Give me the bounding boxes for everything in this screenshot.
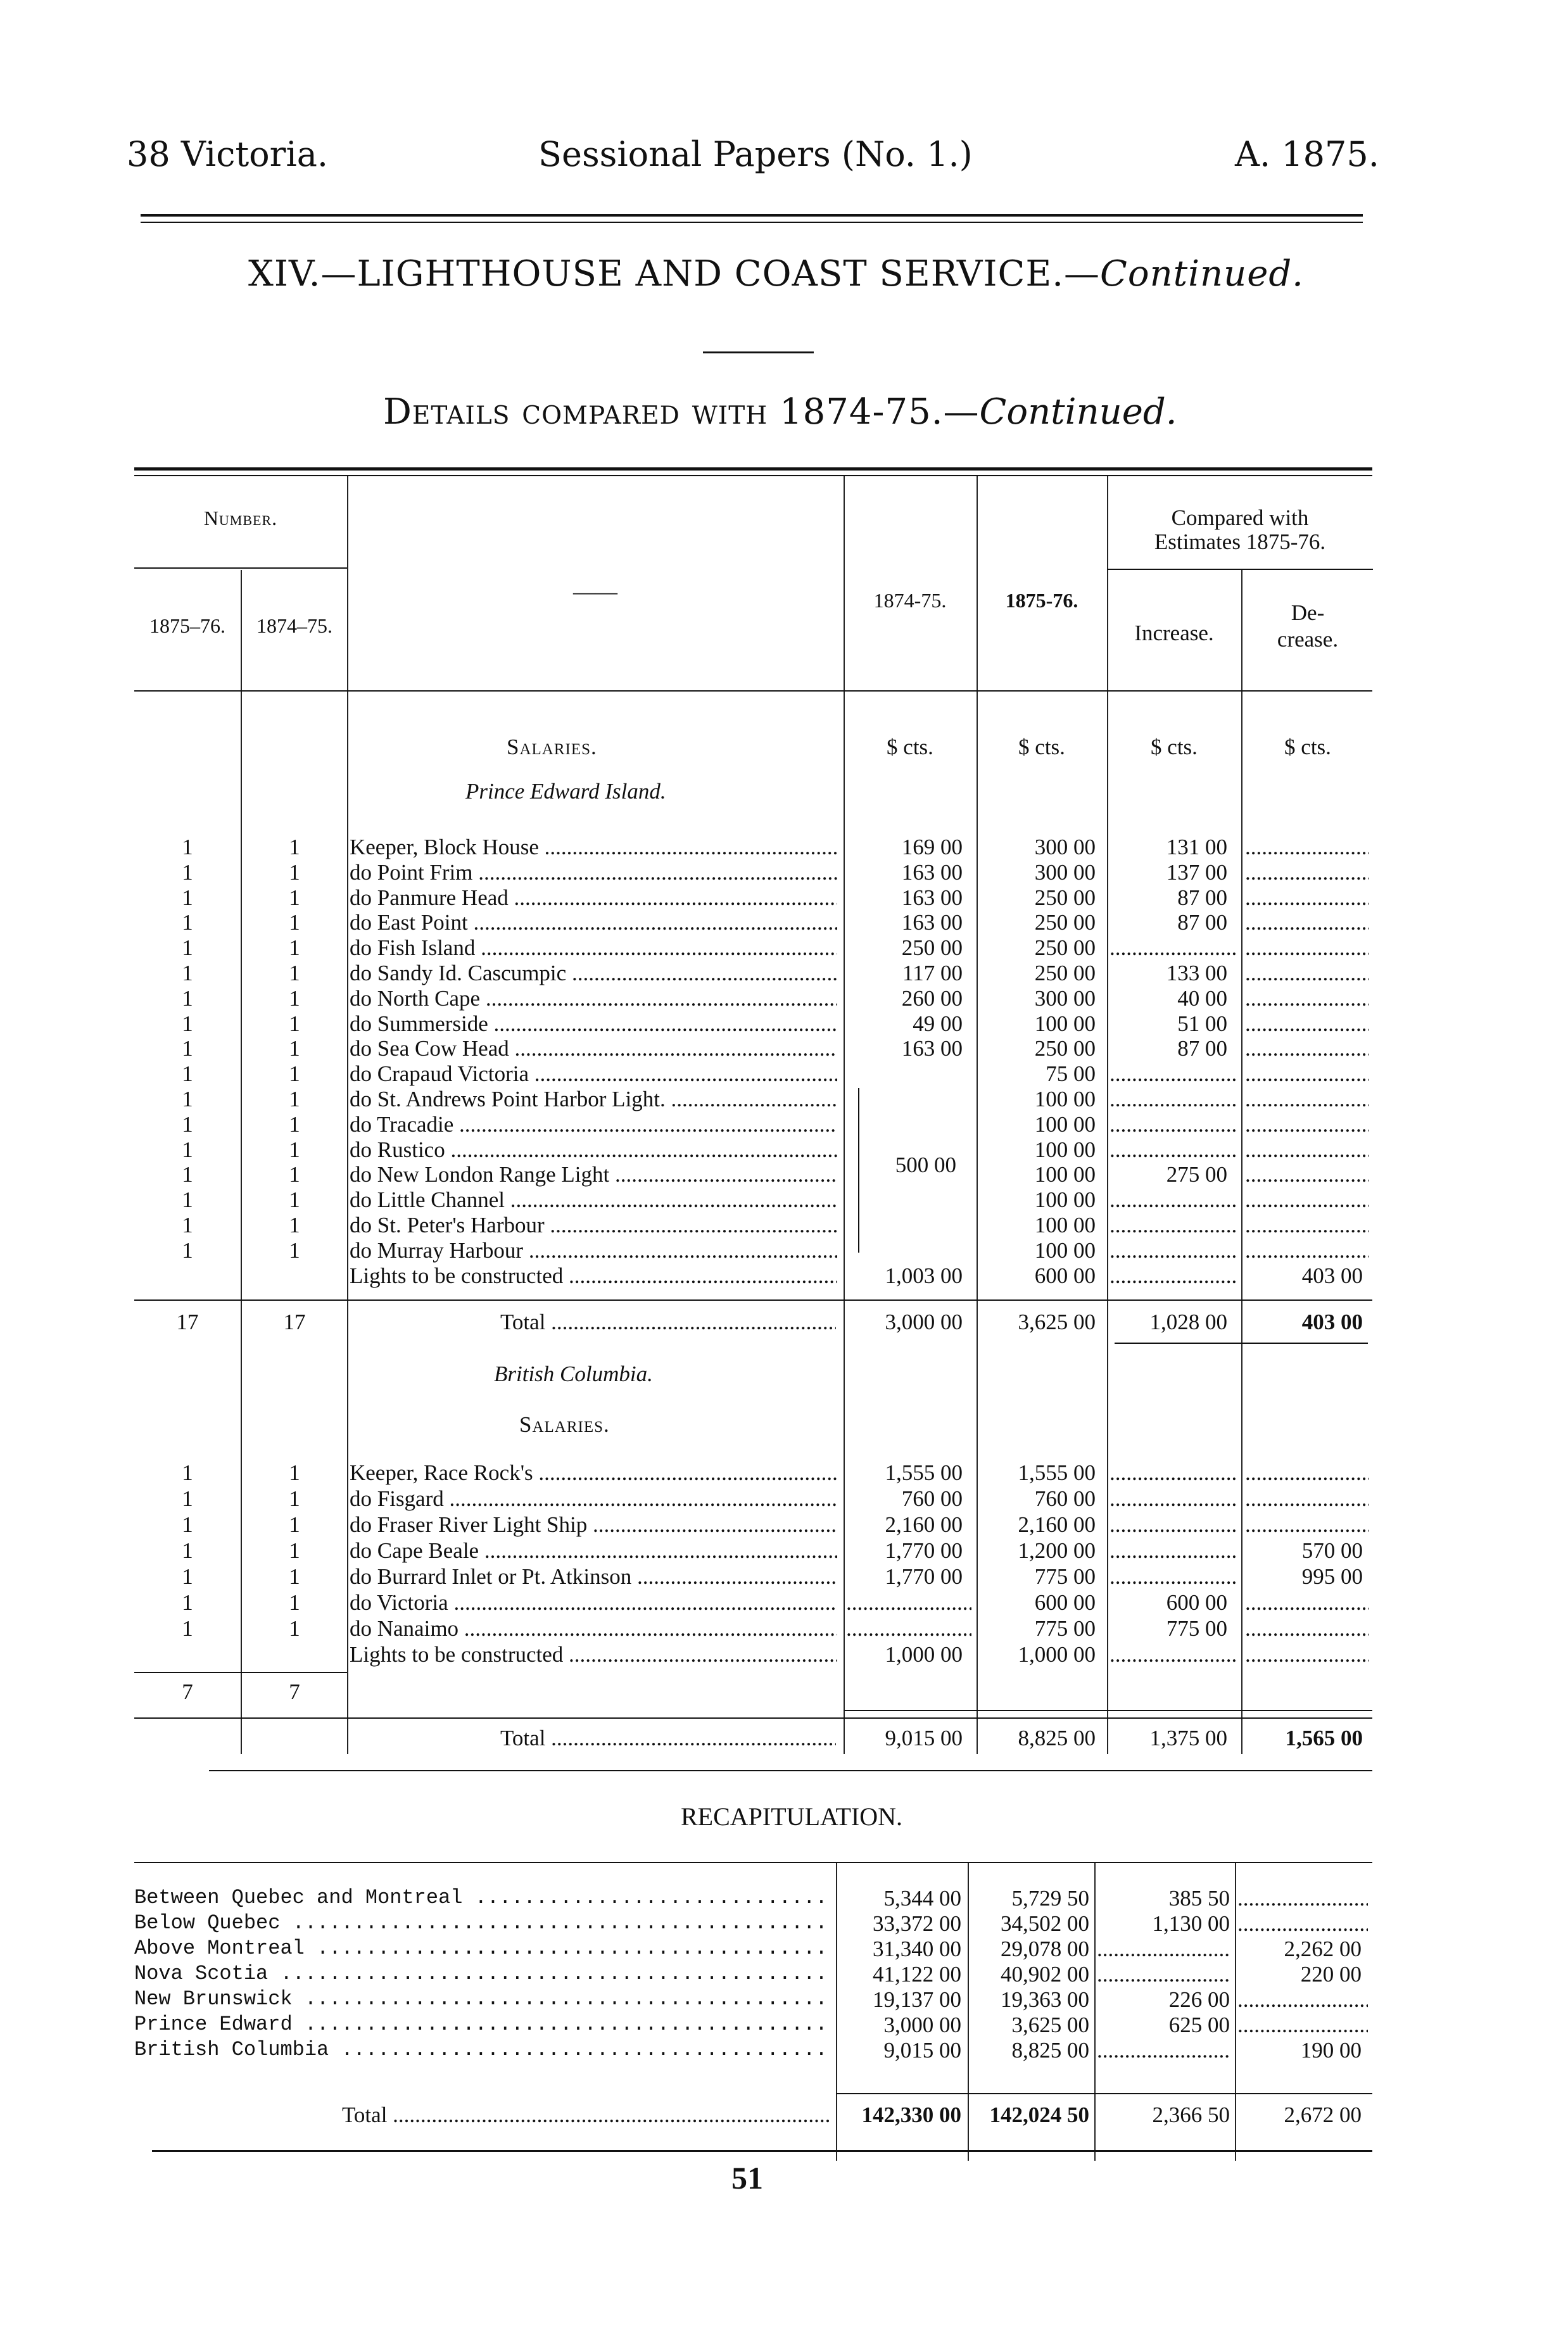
row-number-1875-76: 1 <box>182 1112 193 1137</box>
col-header-compared: Compared with <box>1171 505 1309 530</box>
recap-row-1875-76: 40,902 00 <box>1001 1962 1089 1987</box>
row-1875-76: 100 00 <box>1034 1187 1096 1212</box>
row-number-1874-75: 1 <box>289 1137 300 1162</box>
row-description: Keeper, Block House ..... <box>350 835 837 860</box>
recap-row-increase: 226 00 <box>1168 1987 1230 2012</box>
unit-decrease: $ cts. <box>1284 735 1331 759</box>
recap-row-1875-76: 19,363 00 <box>1001 1987 1089 2012</box>
row-number-1875-76: 1 <box>182 860 193 885</box>
row-1874-75: 117 00 <box>902 961 963 985</box>
row-1875-76: 100 00 <box>1034 1011 1096 1036</box>
bc-total-1874-75: 9,015 00 <box>885 1726 963 1750</box>
pei-total-rule <box>134 1299 1372 1301</box>
row-increase-leader <box>1110 935 1236 961</box>
row-decrease-leader <box>1245 835 1369 860</box>
recap-total-increase: 2,366 50 <box>1152 2102 1230 2127</box>
row-increase: 51 00 <box>1177 1011 1227 1036</box>
row-1875-76: 250 00 <box>1034 1036 1096 1061</box>
recap-row-1874-75: 41,122 00 <box>873 1962 961 1987</box>
row-number-1874-75: 1 <box>289 1187 300 1212</box>
row-description: do Sandy Id. Cascumpic ..... <box>350 961 837 986</box>
recap-row-description: British Columbia ..... <box>134 2038 831 2061</box>
section-title-text: XIV.—LIGHTHOUSE AND COAST SERVICE.— <box>248 253 1101 294</box>
row-decrease-leader <box>1245 986 1369 1011</box>
row-decrease-leader <box>1245 1162 1369 1187</box>
row-number-1875-76: 1 <box>182 1538 193 1563</box>
recap-row-increase: 385 50 <box>1168 1886 1230 1911</box>
row-1875-76: 100 00 <box>1034 1112 1096 1137</box>
recap-row-description: Nova Scotia ..... <box>134 1962 831 1985</box>
row-increase: 775 00 <box>1166 1616 1227 1641</box>
row-description: Lights to be constructed ..... <box>350 1263 837 1289</box>
row-1875-76: 2,160 00 <box>1018 1512 1096 1537</box>
pei-region-heading: Prince Edward Island. <box>465 779 666 804</box>
pei-total-1875-76: 3,625 00 <box>1018 1310 1096 1334</box>
recap-top-rule <box>134 1862 1372 1863</box>
row-number-1874-75: 1 <box>289 1538 300 1563</box>
col-divider <box>347 476 348 1754</box>
bracket <box>858 1088 859 1253</box>
pei-total-n1: 17 <box>176 1310 199 1334</box>
col-header-decrease: De- <box>1291 600 1325 625</box>
row-number-1874-75: 1 <box>289 1564 300 1589</box>
row-decrease: 403 00 <box>1301 1263 1363 1288</box>
row-number-1875-76: 1 <box>182 961 193 985</box>
row-number-1875-76: 1 <box>182 1087 193 1111</box>
row-increase-leader <box>1110 1538 1236 1564</box>
row-increase-leader <box>1110 1512 1236 1538</box>
row-1874-75: 760 00 <box>901 1486 963 1511</box>
header-left: 38 Victoria. <box>127 134 329 174</box>
recap-total-1874-75: 142,330 00 <box>861 2102 961 2127</box>
row-number-1874-75: 1 <box>289 1036 300 1061</box>
header-sub-rule <box>1107 569 1373 570</box>
header-rule-thin <box>141 222 1363 223</box>
recap-row-1875-76: 29,078 00 <box>1001 1937 1089 1961</box>
row-decrease: 995 00 <box>1301 1564 1363 1589</box>
row-1875-76: 300 00 <box>1034 835 1096 859</box>
recap-row-increase: 625 00 <box>1168 2013 1230 2037</box>
row-increase: 131 00 <box>1166 835 1227 859</box>
bc-total-label: Total ..... <box>500 1726 836 1751</box>
col-header-year-1875-76: 1875-76. <box>1005 589 1078 612</box>
bc-subtotal-rule <box>134 1672 347 1673</box>
row-number-1875-76: 1 <box>182 1238 193 1263</box>
col-divider <box>1107 476 1108 1754</box>
row-decrease-leader <box>1245 1460 1369 1486</box>
row-number-1875-76: 1 <box>182 1162 193 1187</box>
row-1875-76: 775 00 <box>1034 1616 1096 1641</box>
row-1875-76: 250 00 <box>1034 961 1096 985</box>
row-number-1874-75: 1 <box>289 885 300 910</box>
header-bottom-rule <box>134 690 1372 692</box>
row-1874-75: 163 00 <box>901 1036 963 1061</box>
row-description: do East Point ..... <box>350 910 837 935</box>
row-decrease: 570 00 <box>1301 1538 1363 1563</box>
row-decrease-leader <box>1245 1036 1369 1061</box>
recap-row-decrease-leader <box>1237 1911 1368 1937</box>
row-1874-75-leader <box>846 1616 971 1641</box>
recap-row-decrease: 190 00 <box>1300 2038 1362 2063</box>
row-number-1875-76: 1 <box>182 1590 193 1615</box>
row-description: do Victoria ..... <box>350 1590 837 1615</box>
row-1875-76: 1,200 00 <box>1018 1538 1096 1563</box>
row-description: do Fish Island ..... <box>350 935 837 961</box>
row-1874-75: 169 00 <box>901 835 963 859</box>
bc-bottom-rule <box>209 1770 1372 1771</box>
row-number-1874-75: 1 <box>289 910 300 935</box>
row-number-1874-75: 1 <box>289 1061 300 1086</box>
row-1874-75-leader <box>846 1590 971 1615</box>
row-number-1875-76: 1 <box>182 1036 193 1061</box>
title-divider <box>703 351 814 353</box>
row-decrease-leader <box>1245 935 1369 961</box>
recap-title: RECAPITULATION. <box>681 1802 902 1831</box>
row-number-1874-75: 1 <box>289 986 300 1011</box>
row-increase-leader <box>1110 1238 1236 1263</box>
pei-total-n2: 17 <box>283 1310 306 1334</box>
row-number-1874-75: 1 <box>289 1112 300 1137</box>
recap-row-1875-76: 34,502 00 <box>1001 1911 1089 1936</box>
recap-row-decrease-leader <box>1237 1987 1368 2013</box>
col-header-estimates: Estimates 1875-76. <box>1154 529 1326 554</box>
row-decrease-leader <box>1245 1137 1369 1163</box>
recap-row-1875-76: 5,729 50 <box>1011 1886 1089 1911</box>
row-increase-leader <box>1110 1460 1236 1486</box>
row-1874-75: 163 00 <box>901 885 963 910</box>
header-rule <box>141 214 1363 217</box>
recap-total-1875-76: 142,024 50 <box>989 2102 1089 2127</box>
recap-row-1874-75: 19,137 00 <box>873 1987 961 2012</box>
row-description: do Sea Cow Head ..... <box>350 1036 837 1061</box>
row-description: do Tracadie ..... <box>350 1112 837 1137</box>
recap-row-description: Between Quebec and Montreal ..... <box>134 1886 831 1909</box>
row-1875-76: 600 00 <box>1034 1263 1096 1288</box>
row-number-1874-75: 1 <box>289 1162 300 1187</box>
recap-row-decrease: 220 00 <box>1300 1962 1362 1987</box>
subtitle <box>383 391 1177 433</box>
table-top-rule-thin <box>134 475 1372 476</box>
row-number-1874-75: 1 <box>289 1616 300 1641</box>
row-1874-75: 250 00 <box>901 935 963 960</box>
row-decrease-leader <box>1245 1087 1369 1112</box>
row-increase-leader <box>1110 1087 1236 1112</box>
row-increase-leader <box>1110 1187 1236 1213</box>
row-1875-76: 760 00 <box>1034 1486 1096 1511</box>
row-1875-76: 775 00 <box>1034 1564 1096 1589</box>
row-1875-76: 75 00 <box>1046 1061 1096 1086</box>
row-number-1875-76: 1 <box>182 835 193 859</box>
bc-subtotal-n1: 7 <box>182 1679 193 1704</box>
col-header-decrease: crease. <box>1277 627 1339 652</box>
subtitle-text: Details compared with 1874-75.— <box>383 391 980 433</box>
row-description: do Summerside ..... <box>350 1011 837 1037</box>
row-1874-75: 1,003 00 <box>885 1263 963 1288</box>
row-decrease-leader <box>1245 1642 1369 1667</box>
recap-bottom-rule <box>152 2150 1372 2152</box>
recap-row-1875-76: 8,825 00 <box>1011 2038 1089 2063</box>
recap-row-increase-leader <box>1097 2038 1230 2063</box>
unit-1875-76: $ cts. <box>1018 735 1065 759</box>
recap-row-description: Below Quebec ..... <box>134 1911 831 1935</box>
recap-row-increase-leader <box>1097 1962 1230 1987</box>
row-description: do Point Frim ..... <box>350 860 837 885</box>
row-number-1874-75: 1 <box>289 1087 300 1111</box>
recap-total-label: Total ..... <box>342 2102 830 2128</box>
row-increase-leader <box>1110 1263 1236 1289</box>
row-increase-leader <box>1110 1213 1236 1238</box>
row-1874-75: 163 00 <box>901 910 963 935</box>
row-description: Lights to be constructed ..... <box>350 1642 837 1667</box>
row-1875-76: 300 00 <box>1034 860 1096 885</box>
unit-1874-75: $ cts. <box>887 735 933 759</box>
recap-row-decrease: 2,262 00 <box>1284 1937 1362 1961</box>
row-description: do North Cape ..... <box>350 986 837 1011</box>
col-header-1874-75: 1874–75. <box>256 614 332 637</box>
row-description: do Rustico ..... <box>350 1137 837 1163</box>
row-description: do Nanaimo ..... <box>350 1616 837 1641</box>
recap-row-1874-75: 33,372 00 <box>873 1911 961 1936</box>
col-header-1875-76: 1875–76. <box>149 614 225 637</box>
row-increase-leader <box>1110 1061 1236 1087</box>
bc-total-increase: 1,375 00 <box>1149 1726 1227 1750</box>
row-number-1874-75: 1 <box>289 1011 300 1036</box>
row-1874-75: 49 00 <box>913 1011 963 1036</box>
pei-total-decrease: 403 00 <box>1301 1310 1363 1334</box>
row-decrease-leader <box>1245 1213 1369 1238</box>
col-header-number: Number. <box>203 507 278 529</box>
pei-total-under <box>1115 1343 1368 1344</box>
row-decrease-leader <box>1245 1486 1369 1512</box>
row-number-1874-75: 1 <box>289 1590 300 1615</box>
row-decrease-leader <box>1245 1011 1369 1037</box>
recap-row-description: New Brunswick ..... <box>134 1987 831 2011</box>
header-right: A. 1875. <box>1235 134 1379 174</box>
row-number-1874-75: 1 <box>289 1460 300 1485</box>
row-increase: 87 00 <box>1177 910 1227 935</box>
recap-row-decrease-leader <box>1237 1886 1368 1911</box>
recap-row-1874-75: 31,340 00 <box>873 1937 961 1961</box>
row-number-1874-75: 1 <box>289 935 300 960</box>
row-1875-76: 100 00 <box>1034 1213 1096 1237</box>
col-header-year-1874-75: 1874-75. <box>873 589 947 612</box>
section-title-cont: Continued. <box>1100 253 1304 294</box>
row-description: do Fisgard ..... <box>350 1486 837 1512</box>
row-1875-76: 250 00 <box>1034 910 1096 935</box>
row-increase-leader <box>1110 1642 1236 1667</box>
bc-total-rule <box>134 1717 1372 1719</box>
header-sub-rule <box>134 567 347 569</box>
recap-row-1874-75: 5,344 00 <box>883 1886 961 1911</box>
subtitle-cont: Continued. <box>979 391 1177 433</box>
row-increase: 133 00 <box>1166 961 1227 985</box>
row-decrease-leader <box>1245 961 1369 986</box>
row-1875-76: 600 00 <box>1034 1590 1096 1615</box>
row-1874-75: 1,555 00 <box>885 1460 963 1485</box>
row-description: do New London Range Light ..... <box>350 1162 837 1187</box>
row-increase: 87 00 <box>1177 885 1227 910</box>
row-decrease-leader <box>1245 885 1369 911</box>
row-increase: 87 00 <box>1177 1036 1227 1061</box>
row-1875-76: 250 00 <box>1034 885 1096 910</box>
row-number-1875-76: 1 <box>182 1616 193 1641</box>
row-increase-leader <box>1110 1564 1236 1590</box>
recap-row-1875-76: 3,625 00 <box>1011 2013 1089 2037</box>
row-description: do St. Peter's Harbour ..... <box>350 1213 837 1238</box>
row-number-1874-75: 1 <box>289 860 300 885</box>
row-1875-76: 100 00 <box>1034 1087 1096 1111</box>
row-number-1875-76: 1 <box>182 1137 193 1162</box>
row-decrease-leader <box>1245 1616 1369 1641</box>
row-number-1875-76: 1 <box>182 1187 193 1212</box>
header-center: Sessional Papers (No. 1.) <box>538 134 973 174</box>
row-description: do Murray Harbour ..... <box>350 1238 837 1263</box>
row-description: do St. Andrews Point Harbor Light. ..... <box>350 1087 837 1112</box>
row-decrease-leader <box>1245 910 1369 935</box>
recap-total-decrease: 2,672 00 <box>1284 2102 1362 2127</box>
row-1874-75: 2,160 00 <box>885 1512 963 1537</box>
row-number-1875-76: 1 <box>182 935 193 960</box>
row-1874-75: 260 00 <box>901 986 963 1011</box>
row-decrease-leader <box>1245 1112 1369 1137</box>
row-description: do Fraser River Light Ship ..... <box>350 1512 837 1538</box>
row-number-1874-75: 1 <box>289 1512 300 1537</box>
row-description: do Panmure Head ..... <box>350 885 837 911</box>
recap-row-1874-75: 9,015 00 <box>883 2038 961 2063</box>
row-1875-76: 1,000 00 <box>1018 1642 1096 1667</box>
row-increase-leader <box>1110 1137 1236 1163</box>
row-number-1875-76: 1 <box>182 1486 193 1511</box>
row-1875-76: 250 00 <box>1034 935 1096 960</box>
row-1874-75: 1,770 00 <box>885 1538 963 1563</box>
row-1875-76: 1,555 00 <box>1018 1460 1096 1485</box>
recap-row-description: Above Montreal ..... <box>134 1937 831 1960</box>
pei-total-increase: 1,028 00 <box>1149 1310 1227 1334</box>
row-decrease-leader <box>1245 1061 1369 1087</box>
row-number-1874-75: 1 <box>289 1238 300 1263</box>
row-description: do Crapaud Victoria ..... <box>350 1061 837 1087</box>
pei-total-label: Total ..... <box>500 1310 836 1335</box>
row-1875-76: 100 00 <box>1034 1162 1096 1187</box>
row-1875-76: 300 00 <box>1034 986 1096 1011</box>
pei-salaries-heading: Salaries. <box>507 735 597 759</box>
row-1874-75: 1,000 00 <box>885 1642 963 1667</box>
bc-total-rule-2 <box>844 1710 1372 1711</box>
bc-subtotal-n2: 7 <box>289 1679 300 1704</box>
recap-row-decrease-leader <box>1237 2013 1368 2038</box>
unit-increase: $ cts. <box>1151 735 1198 759</box>
bc-total-decrease: 1,565 00 <box>1285 1726 1363 1750</box>
row-description: Keeper, Race Rock's ..... <box>350 1460 837 1486</box>
col-header-dash: —— <box>573 579 617 604</box>
row-number-1875-76: 1 <box>182 1460 193 1485</box>
row-1874-75: 163 00 <box>901 860 963 885</box>
pei-bracket-value: 500 00 <box>895 1153 956 1177</box>
row-increase: 137 00 <box>1166 860 1227 885</box>
col-header-increase: Increase. <box>1134 621 1214 645</box>
recap-row-1874-75: 3,000 00 <box>883 2013 961 2037</box>
row-description: do Burrard Inlet or Pt. Atkinson ..... <box>350 1564 837 1590</box>
row-number-1874-75: 1 <box>289 835 300 859</box>
row-1874-75: 1,770 00 <box>885 1564 963 1589</box>
row-number-1875-76: 1 <box>182 986 193 1011</box>
row-increase: 40 00 <box>1177 986 1227 1011</box>
bc-salaries-heading: Salaries. <box>519 1412 610 1437</box>
row-increase-leader <box>1110 1112 1236 1137</box>
row-number-1874-75: 1 <box>289 1486 300 1511</box>
recap-row-increase-leader <box>1097 1937 1230 1962</box>
recap-total-rule <box>836 2093 1372 2094</box>
row-number-1875-76: 1 <box>182 1512 193 1537</box>
row-1875-76: 100 00 <box>1034 1238 1096 1263</box>
row-decrease-leader <box>1245 860 1369 885</box>
row-1875-76: 100 00 <box>1034 1137 1096 1162</box>
row-number-1874-75: 1 <box>289 961 300 985</box>
row-decrease-leader <box>1245 1187 1369 1213</box>
row-increase: 275 00 <box>1166 1162 1227 1187</box>
section-title <box>248 253 1304 294</box>
row-increase: 600 00 <box>1166 1590 1227 1615</box>
row-decrease-leader <box>1245 1590 1369 1615</box>
recap-row-increase: 1,130 00 <box>1152 1911 1230 1936</box>
bc-region-heading: British Columbia. <box>494 1362 653 1386</box>
row-number-1875-76: 1 <box>182 1213 193 1237</box>
row-description: do Little Channel ..... <box>350 1187 837 1213</box>
row-number-1875-76: 1 <box>182 1061 193 1086</box>
row-number-1875-76: 1 <box>182 910 193 935</box>
row-number-1875-76: 1 <box>182 1011 193 1036</box>
recap-row-description: Prince Edward ..... <box>134 2013 831 2036</box>
row-decrease-leader <box>1245 1238 1369 1263</box>
row-number-1875-76: 1 <box>182 885 193 910</box>
bc-total-1875-76: 8,825 00 <box>1018 1726 1096 1750</box>
pei-total-1874-75: 3,000 00 <box>885 1310 963 1334</box>
page-number: 51 <box>731 2160 763 2196</box>
row-increase-leader <box>1110 1486 1236 1512</box>
row-number-1875-76: 1 <box>182 1564 193 1589</box>
row-number-1874-75: 1 <box>289 1213 300 1237</box>
row-description: do Cape Beale ..... <box>350 1538 837 1564</box>
row-decrease-leader <box>1245 1512 1369 1538</box>
table-top-rule <box>134 467 1372 471</box>
